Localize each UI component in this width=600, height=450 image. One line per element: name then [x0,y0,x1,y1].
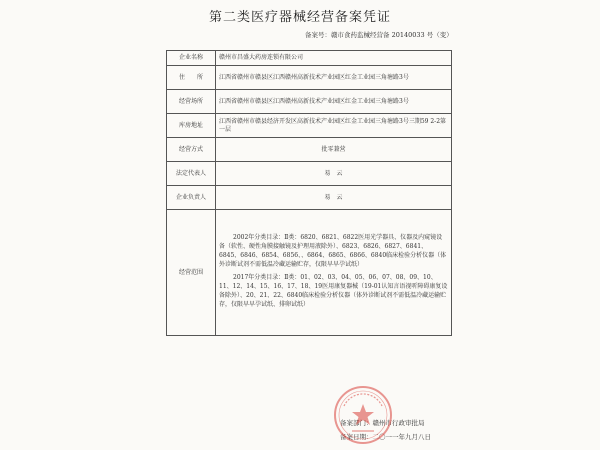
row-label: 住 所 [167,66,216,90]
row-value: 易 云 [216,186,452,210]
row-label: 库房地址 [167,114,216,138]
record-department: 备案部门：赣州市行政审批局 [340,419,425,427]
row-label: 法定代表人 [167,162,216,186]
row-label: 经营方式 [167,138,216,162]
document-title: 第二类医疗器械经营备案凭证 [208,10,391,25]
row-value: 易 云 [216,162,452,186]
row-label: 企业负责人 [167,186,216,210]
row-legal-representative [167,162,452,186]
row-domicile [167,66,452,90]
row-value: 批零兼营 [216,138,452,162]
row-warehouse-address [167,114,452,138]
certificate-table [166,50,452,336]
row-value: 江西省赣州市赣县经济开发区高新技术产业园区红金工业园三角塘路3号三期59 2-2第一层 [216,114,452,138]
scope-value [216,210,452,336]
row-value: 赣州市昌盛大药房连锁有限公司 [216,51,452,66]
row-business-mode [167,138,452,162]
row-business-scope [167,210,452,336]
row-value: 江西省赣州市赣县区江西赣州高新技术产业园区红金工业园三角塘路3号 [216,66,452,90]
official-seal-icon [332,384,394,446]
row-value: 江西省赣州市赣县区江西赣州高新技术产业园区红金工业园三角塘路3号 [216,90,452,114]
row-company-name [167,51,452,66]
record-date: 备案日期：二〇一一年九月八日 [340,433,431,441]
row-label: 经营范围 [167,210,216,336]
row-label: 企业名称 [167,51,216,66]
row-label: 经营场所 [167,90,216,114]
record-number: 备案号：赣市食药监械经营备 20140033 号（变） [305,31,453,39]
scope-paragraph-2002: 2002年分类目录：Ⅱ类：6820、6821、6822医用光学器具、仪器及内窥镜设备（软性、硬性角膜接触镜及护理用液除外）、6823、6826、6827、6841、6845、6846、6854、6856、、6864、6865、6866、6840临床检验分析仪器（体外诊断试剂不需低温冷藏运输贮存，仅限早早孕试纸） [219,233,447,268]
scope-paragraph-2017: 2017年分类目录：Ⅱ类：01、02、03、04、05、06、07、08、09、10、11、12、14、15、16、17、18、19医用康复器械（19-01认知言语视听障碍康复设备除外）、20、21、22、6840临床检验分析仪器（体外诊断试剂不需低温冷藏运输贮存，仅限早早孕试纸、排卵试纸） [219,273,448,308]
row-business-premises [167,90,452,114]
row-person-in-charge [167,186,452,210]
